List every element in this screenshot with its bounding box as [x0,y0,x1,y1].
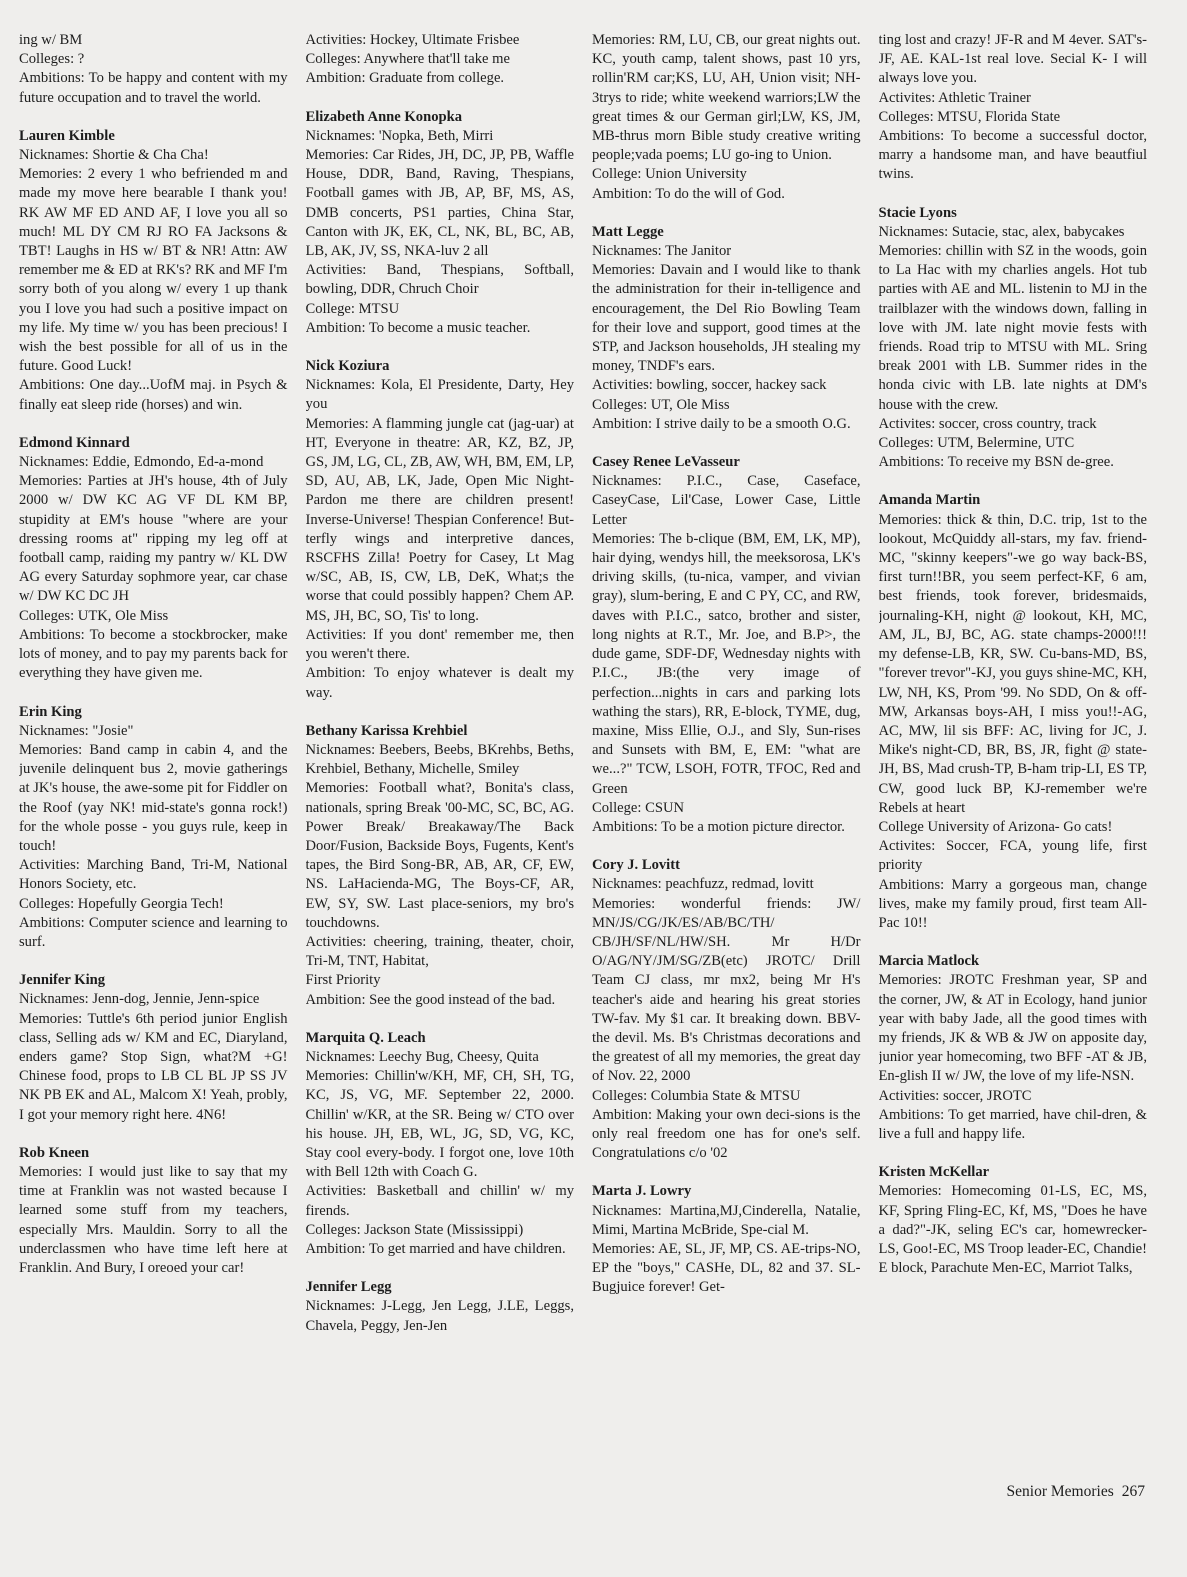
senior-name: Rob Kneen [19,1144,90,1161]
entry-line: Colleges: UT, Ole Miss [592,396,730,413]
entry-line: Memories: Homecoming 01-LS, EC, MS, KF, Spring Fling-EC, Kf, MS, "Does he have a dad?"-JK, seling EC's car, homewrecker-LS, Goo!-EC, MS Troop leader-EC, Chandie! E block, Parachute Men-EC, Marriot Talks, [878,1183,1147,1277]
entry-line: Ambitions: To become a stockbrocker, make lots of money, and to pay my parents back for everything they have given me. [19,626,288,682]
senior-entry [879,491,1148,933]
senior-entry [19,31,288,108]
entry-line: Ambition: Making your own deci-sions is the only real freedom one has for one's self. Congratulations c/o '02 [592,1106,861,1162]
senior-name: Jennifer King [19,972,106,989]
page-footer [999,1483,1145,1501]
entry-line: Colleges: UTM, Belermine, UTC [878,435,1075,452]
entry-line: Memories: A flamming jungle cat (jag-uar) at HT, Everyone in theatre: AR, KZ, BZ, JP, GS, JM, LG, CL, ZB, AW, WH, BM, EM, LP, SD, AU, AB, LK, Jade, Open Mic Night-Pardon me there are children present! Inverse-Universe! Thespian Conference! But-terfly wings and interpretive dances, RSCFHS Zilla! Poetry for Casey, Lt Mag w/SC, AB, IS, CW, LB, DeK, What;s the worse that could possibly happen? Chem AP. MS, JH, BC, SO, Tis' to long. [305,415,574,624]
entry-line: Memories: thick & thin, D.C. trip, 1st to the lookout, McQuiddy all-stars, my fav. friend-MC, "skinny keepers"-we go way back-BS, first turn!!BR, you seem perfect-KF, 6 am, best friends, took forever, bridesmaids, journaling-KH, night @ lookout, KH, MC, AM, JL, BJ, BC, AG. state champs-2000!!! my defense-LB, KR, SW. Cu-bans-MD, BS, "forever trevor"-KJ, you guys shine-MC, KH, LW, NH, KS, Prom '99. No SDD, On & off-MW, Arkansas boys-AH, I miss you!!-AG, AC, MW, lil sis BFF: AC, living for JC, J. Mike's night-CD, BR, BS, JR, fight @ state- JH, BS, Mad crush-TP, B-ham trip-LI, ES TP, CW, good luck BP, KJ-remember we're Rebels at heart [878,511,1147,816]
text-columns [19,31,1147,1511]
senior-name: Casey Renee LeVasseur [592,454,740,471]
senior-name: Edmond Kinnard [19,434,130,451]
entry-line: Activities: cheering, training, theater, choir, Tri-M, TNT, Habitat, [305,933,574,970]
entry-line: Ambitions: To be a motion picture director. [592,818,845,835]
entry-line: Colleges: Columbia State & MTSU [592,1087,801,1104]
senior-name: Elizabeth Anne Konopka [305,108,463,125]
entry-line: Memories: Parties at JH's house, 4th of July 2000 w/ DW KC AG VF DL KM BP, stupidity at EM's house "where are your dressing rooms at" ripping my leg off at football camp, raiding my pantry w/ KL DW AG every Saturday sophmore year, car chase w/ DW KC DC JH [19,473,288,605]
senior-name: Lauren Kimble [19,127,115,144]
column-3 [592,31,861,1511]
senior-entry [306,108,575,338]
column-1 [19,31,288,1511]
senior-entry [19,703,288,953]
entry-line: Colleges: Jackson State (Mississippi) [305,1221,524,1238]
senior-entry [592,223,861,434]
entry-line: Memories: The b-clique (BM, EM, LK, MP), hair dying, wendys hill, the meeksorosa, LK's driving skills, (tu-nica, vamper, and vivian gray), slum-bering, E and C PY, CC, and RW, daves with P.I.C., satco, brother and sister, long nights at R.T., Mr. Joe, and B.P>, the dude game, SDF-DF, Wednesday nights with P.I.C., JB:(the very image of perfection...nights in cars and parking lots wathing the stars), RR, E-block, TYME, dug, maxine, Miss Ellie, O.J., and Sly, Sun-rises and Sunsets with BM, E, EM: "what are we...?" TCW, LSOH, FOTR, TFOC, Red and Green [592,530,861,797]
senior-entry [306,31,575,89]
entry-line: Nicknames: peachfuzz, redmad, lovitt [592,876,814,893]
entry-line: Colleges: Anywhere that'll take me [305,51,510,68]
senior-entry [19,971,288,1125]
entry-line: Activites: Athletic Trainer [878,89,1031,106]
entry-line: College University of Arizona- Go cats! [878,818,1113,835]
entry-line: Ambition: See the good instead of the bad. [305,991,556,1008]
entry-line: Colleges: ? [19,51,85,68]
senior-name: Marquita Q. Leach [305,1029,426,1046]
column-4 [879,31,1148,1511]
entry-line: ting lost and crazy! JF-R and M 4ever. SAT's-JF, AE. KAL-1st real love. Secial K- I will always love you. [878,32,1147,87]
entry-line: Ambitions: One day...UofM maj. in Psych & finally eat sleep ride (horses) and win. [19,377,288,413]
entry-line: Activities: Marching Band, Tri-M, National Honors Society, etc. [19,857,288,893]
entry-line: Ambitions: To receive my BSN de-gree. [878,454,1114,471]
page-number: 267 [1121,1483,1145,1500]
entry-line: Ambition: I strive daily to be a smooth O.G. [592,415,851,432]
entry-line: Nicknames: Kola, El Presidente, Darty, Hey you [305,377,574,413]
entry-line: Nicknames: P.I.C., Case, Caseface, CaseyCase, Lil'Case, Lower Case, Little Letter [592,473,861,528]
entry-line: College: Union University [592,166,747,183]
entry-line: Ambition: Graduate from college. [305,70,505,87]
entry-line: Activities: Basketball and chillin' w/ my firends. [305,1183,574,1219]
senior-entry [19,1144,288,1278]
senior-entry [879,204,1148,473]
senior-entry [306,357,575,703]
senior-entry [592,1182,861,1297]
entry-line: Nicknames: Beebers, Beebs, BKrehbs, Beths, Krehbiel, Bethany, Michelle, Smiley [305,741,574,778]
entry-line: Nicknames: "Josie" [19,722,134,739]
entry-line: Nicknames: Sutacie, stac, alex, babycakes [878,223,1125,240]
senior-name: Nick Koziura [305,358,390,375]
entry-line: Memories: Davain and I would like to thank the administration for their in-telligence and encouragement, the Del Rio Bowling Team for their love and support, good times at the STP, and Jackson households, JH stealing my money, TNDF's ears. [592,262,861,375]
senior-name: Marcia Matlock [878,953,980,970]
entry-line: Memories: Tuttle's 6th period junior English class, Selling ads w/ KM and EC, Diaryland, enders game? Stop Sign, what?M +G! Chinese food, props to LB CL BL JP SS JV NK PB EK and AL, Malcom X! Yeah, probly, I got your memory right here. 4N6! [19,1010,288,1123]
senior-name: Amanda Martin [878,492,981,509]
entry-line: Activities: Band, Thespians, Softball, bowling, DDR, Chruch Choir [305,262,574,298]
senior-name: Jennifer Legg [305,1279,392,1296]
senior-entry [19,434,288,684]
senior-name: Erin King [19,703,82,720]
entry-line: Nicknames: J-Legg, Jen Legg, J.LE, Leggs, Chavela, Peggy, Jen-Jen [305,1298,574,1334]
senior-entry [592,856,861,1163]
footer-section-title: Senior Memories [1006,1483,1114,1500]
entry-line: Memories: Band camp in cabin 4, and the juvenile delinquent bus 2, movie gatherings at JK's house, the awe-some pit for Fiddler on the Roof (yay NK! mid-state's gonna rock!) for the whole posse - you guys rule, keep in touch! [19,741,288,854]
entry-line: Activities: If you dont' remember me, then you weren't there. [305,626,574,663]
entry-line: Colleges: MTSU, Florida State [878,108,1061,125]
senior-entry [592,31,861,204]
senior-entry [306,722,575,1010]
entry-line: Activities: soccer, JROTC [878,1087,1032,1104]
entry-line: ing w/ BM [19,32,83,48]
senior-entry [879,31,1148,185]
senior-entry [879,1163,1148,1278]
entry-line: Memories: chillin with SZ in the woods, goin to La Hac with my charlies angels. Hot tub parties with AE and ML. listenin to MJ in the trailblazer with the windows down, falling in love with JM. late night movie fests with friends. Road trip to MTSU with ML. Sring break 2001 with LB. Summer rides in the honda civic with LB. late nights at DM's house with the crew. [878,243,1147,413]
entry-line: Nicknames: Leechy Bug, Cheesy, Quita [305,1048,539,1065]
entry-line: Ambitions: To get married, have chil-dren, & live a full and happy life. [878,1106,1147,1142]
entry-line: Nicknames: 'Nopka, Beth, Mirri [305,127,494,144]
entry-line: College: MTSU [305,300,400,317]
column-2 [306,31,575,1511]
entry-line: Memories: I would just like to say that my time at Franklin was not wasted because I learned some stuff from my teachers, especially Mrs. Mauldin. Sorry to all the underclassmen who have time left here at Franklin. And Bury, I oreoed your car! [19,1163,288,1276]
entry-line: Nicknames: Jenn-dog, Jennie, Jenn-spice [19,991,260,1008]
senior-entry [306,1278,575,1336]
entry-line: Activites: Soccer, FCA, young life, first priority [878,838,1147,874]
entry-line: Nicknames: Martina,MJ,Cinderella, Natalie, Mimi, Martina McBride, Spe-cial M. [592,1202,861,1238]
senior-name: Cory J. Lovitt [592,857,680,874]
entry-line: First Priority [305,972,381,989]
senior-entry [306,1029,575,1259]
entry-line: Nicknames: Shortie & Cha Cha! [19,147,209,164]
entry-line: Ambition: To enjoy whatever is dealt my way. [305,665,574,701]
entry-line: Memories: 2 every 1 who befriended m and made my move here bearable I thank you! RK AW MF ED AND AF, I love you all so much! ML DY CM RJ RO FA Jacksons & TBT! Laughs in HS w/ BT & NR! Attn: AW remember me & ED at RK's? RK and MF I'm sorry both of you along w/ every 1 up thank you I love you had such a positive impact on my life. My time w/ you has been precious! I wish the best possible for all of us in the future. Good Luck! [19,166,288,375]
entry-line: Activities: bowling, soccer, hackey sack [592,377,827,394]
entry-line: Colleges: Hopefully Georgia Tech! [19,895,224,912]
entry-line: Memories: wonderful friends: JW/ MN/JS/CG/JK/ES/AB/BC/TH/ CB/JH/SF/NL/HW/SH. Mr H/Dr O/AG/NY/JM/SG/ZB(etc) JROTC/ Drill Team CJ class, mr mx2, being Mr H's teacher's aide and hearing his great stories TW-fav. My $1 car. It breaking down. BBV-the devil. Ms. B's Christmas decorations and the greatest of all my memories, the great day of Nov. 22, 2000 [592,895,861,1085]
senior-name: Kristen McKellar [878,1164,990,1181]
entry-line: Nicknames: The Janitor [592,243,732,260]
senior-name: Matt Legge [592,223,664,240]
entry-line: Activites: soccer, cross country, track [878,415,1097,432]
entry-line: Ambitions: Computer science and learning to surf. [19,914,288,950]
entry-line: College: CSUN [592,799,685,816]
senior-name: Bethany Karissa Krehbiel [305,722,468,739]
senior-name: Stacie Lyons [878,204,957,221]
entry-line: Ambitions: Marry a gorgeous man, change lives, make my family proud, first team All-Pac 10!! [878,876,1147,931]
entry-line: Nicknames: Eddie, Edmondo, Ed-a-mond [19,454,264,471]
entry-line: Memories: AE, SL, JF, MP, CS. AE-trips-NO, EP the "boys," CASHe, DL, 82 and 37. SL-Bugjuice forever! Get- [592,1240,861,1296]
senior-name: Marta J. Lowry [592,1183,692,1200]
entry-line: Memories: RM, LU, CB, our great nights out. KC, youth camp, talent shows, past 10 yrs, rollin'RM car;KS, LU, AH, Union visit; NH-3trys to ride; white weekend warriors;LW the great times & our German girl;LW, KS, JM, MB-thrus morn Bible study creative writing people;vada poems; LU go-ing to Union. [592,32,861,164]
entry-line: Ambition: To become a music teacher. [305,319,531,336]
entry-line: Ambitions: To become a successful doctor, marry a handsome man, and have beautfiul twins. [878,128,1147,183]
entry-line: Memories: JROTC Freshman year, SP and the corner, JW, & AT in Ecology, hand junior year with baby Jade, all the good times with my friends, JK & WB & JW on apposite day, junior year homecoming, two BFF -AT & JB, En-glish II w/ JW, the love of my life-NSN. [878,972,1147,1085]
entry-line: Memories: Car Rides, JH, DC, JP, PB, Waffle House, DDR, Band, Raving, Thespians, Football games with JB, AP, BF, MS, AS, DMB concerts, PS1 parties, China Star, Canton with JK, EK, CL, NK, BL, BC, AB, LB, AK, JV, SS, NKA-luv 2 all [305,147,574,260]
entry-line: Memories: Chillin'w/KH, MF, CH, SH, TG, KC, JS, VG, MF. September 22, 2000. Chillin' w/KR, at the SR. Being w/ CTO over his house. JH, EB, WL, JG, SD, VG, KC, Stay cool every-body. I forgot one, love 10th with Bell 12th with Coach G. [305,1068,574,1181]
entry-line: Ambition: To get married and have children. [305,1240,566,1257]
entry-line: Ambitions: To be happy and content with my future occupation and to travel the world. [19,70,288,106]
entry-line: Ambition: To do the will of God. [592,185,785,202]
entry-line: Colleges: UTK, Ole Miss [19,607,169,624]
senior-entry [879,952,1148,1144]
entry-line: Activities: Hockey, Ultimate Frisbee [305,32,520,48]
entry-line: Memories: Football what?, Bonita's class, nationals, spring Break '00-MC, SC, BC, AG. Power Break/ Breakaway/The Back Door/Fusion, Backside Boys, Fugents, Kent's tapes, the Bird Song-BR, AB, AR, CF, EW, NS. LaHacienda-MG, The Boys-CF, AR, EW, SY, SW. Last place-seniors, my bro's touchdowns. [305,780,574,931]
senior-entry [592,453,861,837]
senior-entry [19,127,288,415]
